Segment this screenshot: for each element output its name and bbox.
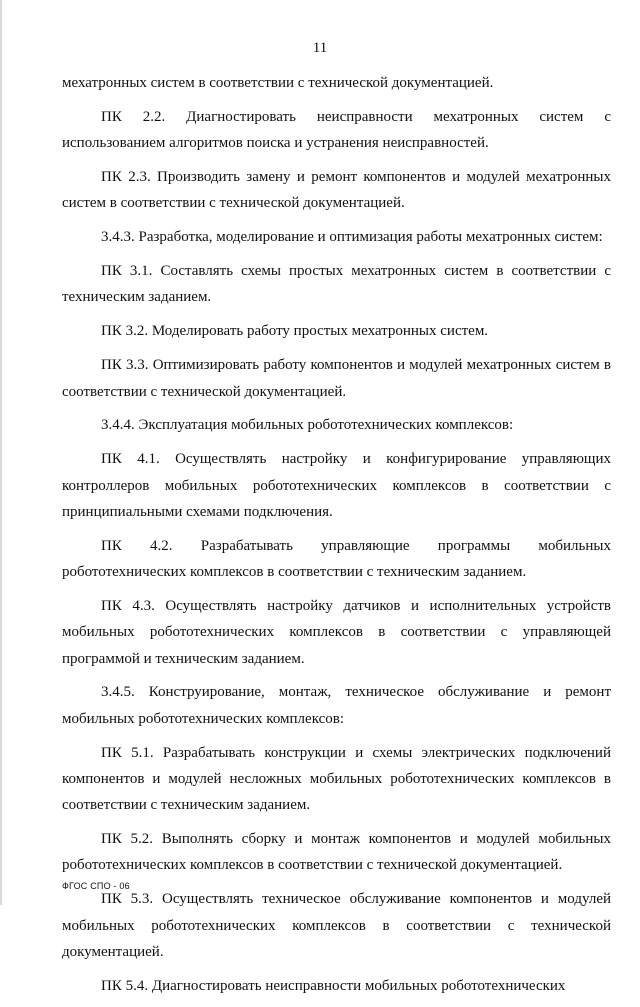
section-heading: 3.4.5. Конструирование, монтаж, техническое обслуживание и ремонт мобильных робототехнических комплексов: — [62, 684, 611, 727]
page-edge — [0, 0, 2, 905]
paragraph: ПК 3.1. Составлять схемы простых мехатронных систем в соответствии с техническим заданием. — [62, 263, 611, 306]
paragraph: ПК 5.2. Выполнять сборку и монтаж компонентов и модулей мобильных робототехнических комплексов в соответствии с технической документацией. — [62, 831, 611, 874]
page-number: 11 — [312, 40, 328, 56]
section-heading: 3.4.3. Разработка, моделирование и оптимизация работы мехатронных систем: — [101, 229, 603, 246]
paragraph: ПК 4.3. Осуществлять настройку датчиков и исполнительных устройств мобильных робототехнических комплексов в соответствии с управляющей программой и техническим заданием. — [62, 597, 611, 667]
paragraph: ПК 2.3. Производить замену и ремонт компонентов и модулей мехатронных систем в соответствии с технической документацией. — [62, 169, 611, 212]
section-heading: 3.4.4. Эксплуатация мобильных робототехнических комплексов: — [101, 417, 514, 434]
paragraph: ПК 4.1. Осуществлять настройку и конфигурирование управляющих контроллеров мобильных робототехнических комплексов в соответствии с принципиальными схемами подключения. — [62, 451, 611, 520]
paragraph: ПК 5.4. Диагностировать неисправности мобильных робототехнических — [101, 977, 566, 994]
paragraph: мехатронных систем в соответствии с технической документацией. — [62, 75, 494, 91]
document-body — [62, 70, 611, 1007]
paragraph: ПК 5.1. Разрабатывать конструкции и схемы электрических подключений компонентов и модулей несложных мобильных робототехнических комплексов в соответствии с техническим заданием. — [62, 744, 611, 814]
paragraph: ПК 2.2. Диагностировать неисправности мехатронных систем с использованием алгоритмов поиска и устранения неисправностей. — [62, 108, 611, 152]
paragraph: ПК 3.2. Моделировать работу простых мехатронных систем. — [101, 323, 489, 340]
page-footer: ФГОС СПО - 06 — [62, 881, 130, 891]
paragraph: ПК 3.3. Оптимизировать работу компонентов и модулей мехатронных систем в соответствии с технической документацией. — [62, 357, 611, 400]
paragraph: ПК 4.2. Разрабатывать управляющие программы мобильных робототехнических комплексов в соответствии с техническим заданием. — [62, 537, 611, 581]
paragraph: ПК 5.3. Осуществлять техническое обслуживание компонентов и модулей мобильных робототехнических комплексов в соответствии с технической документацией. — [62, 891, 611, 960]
